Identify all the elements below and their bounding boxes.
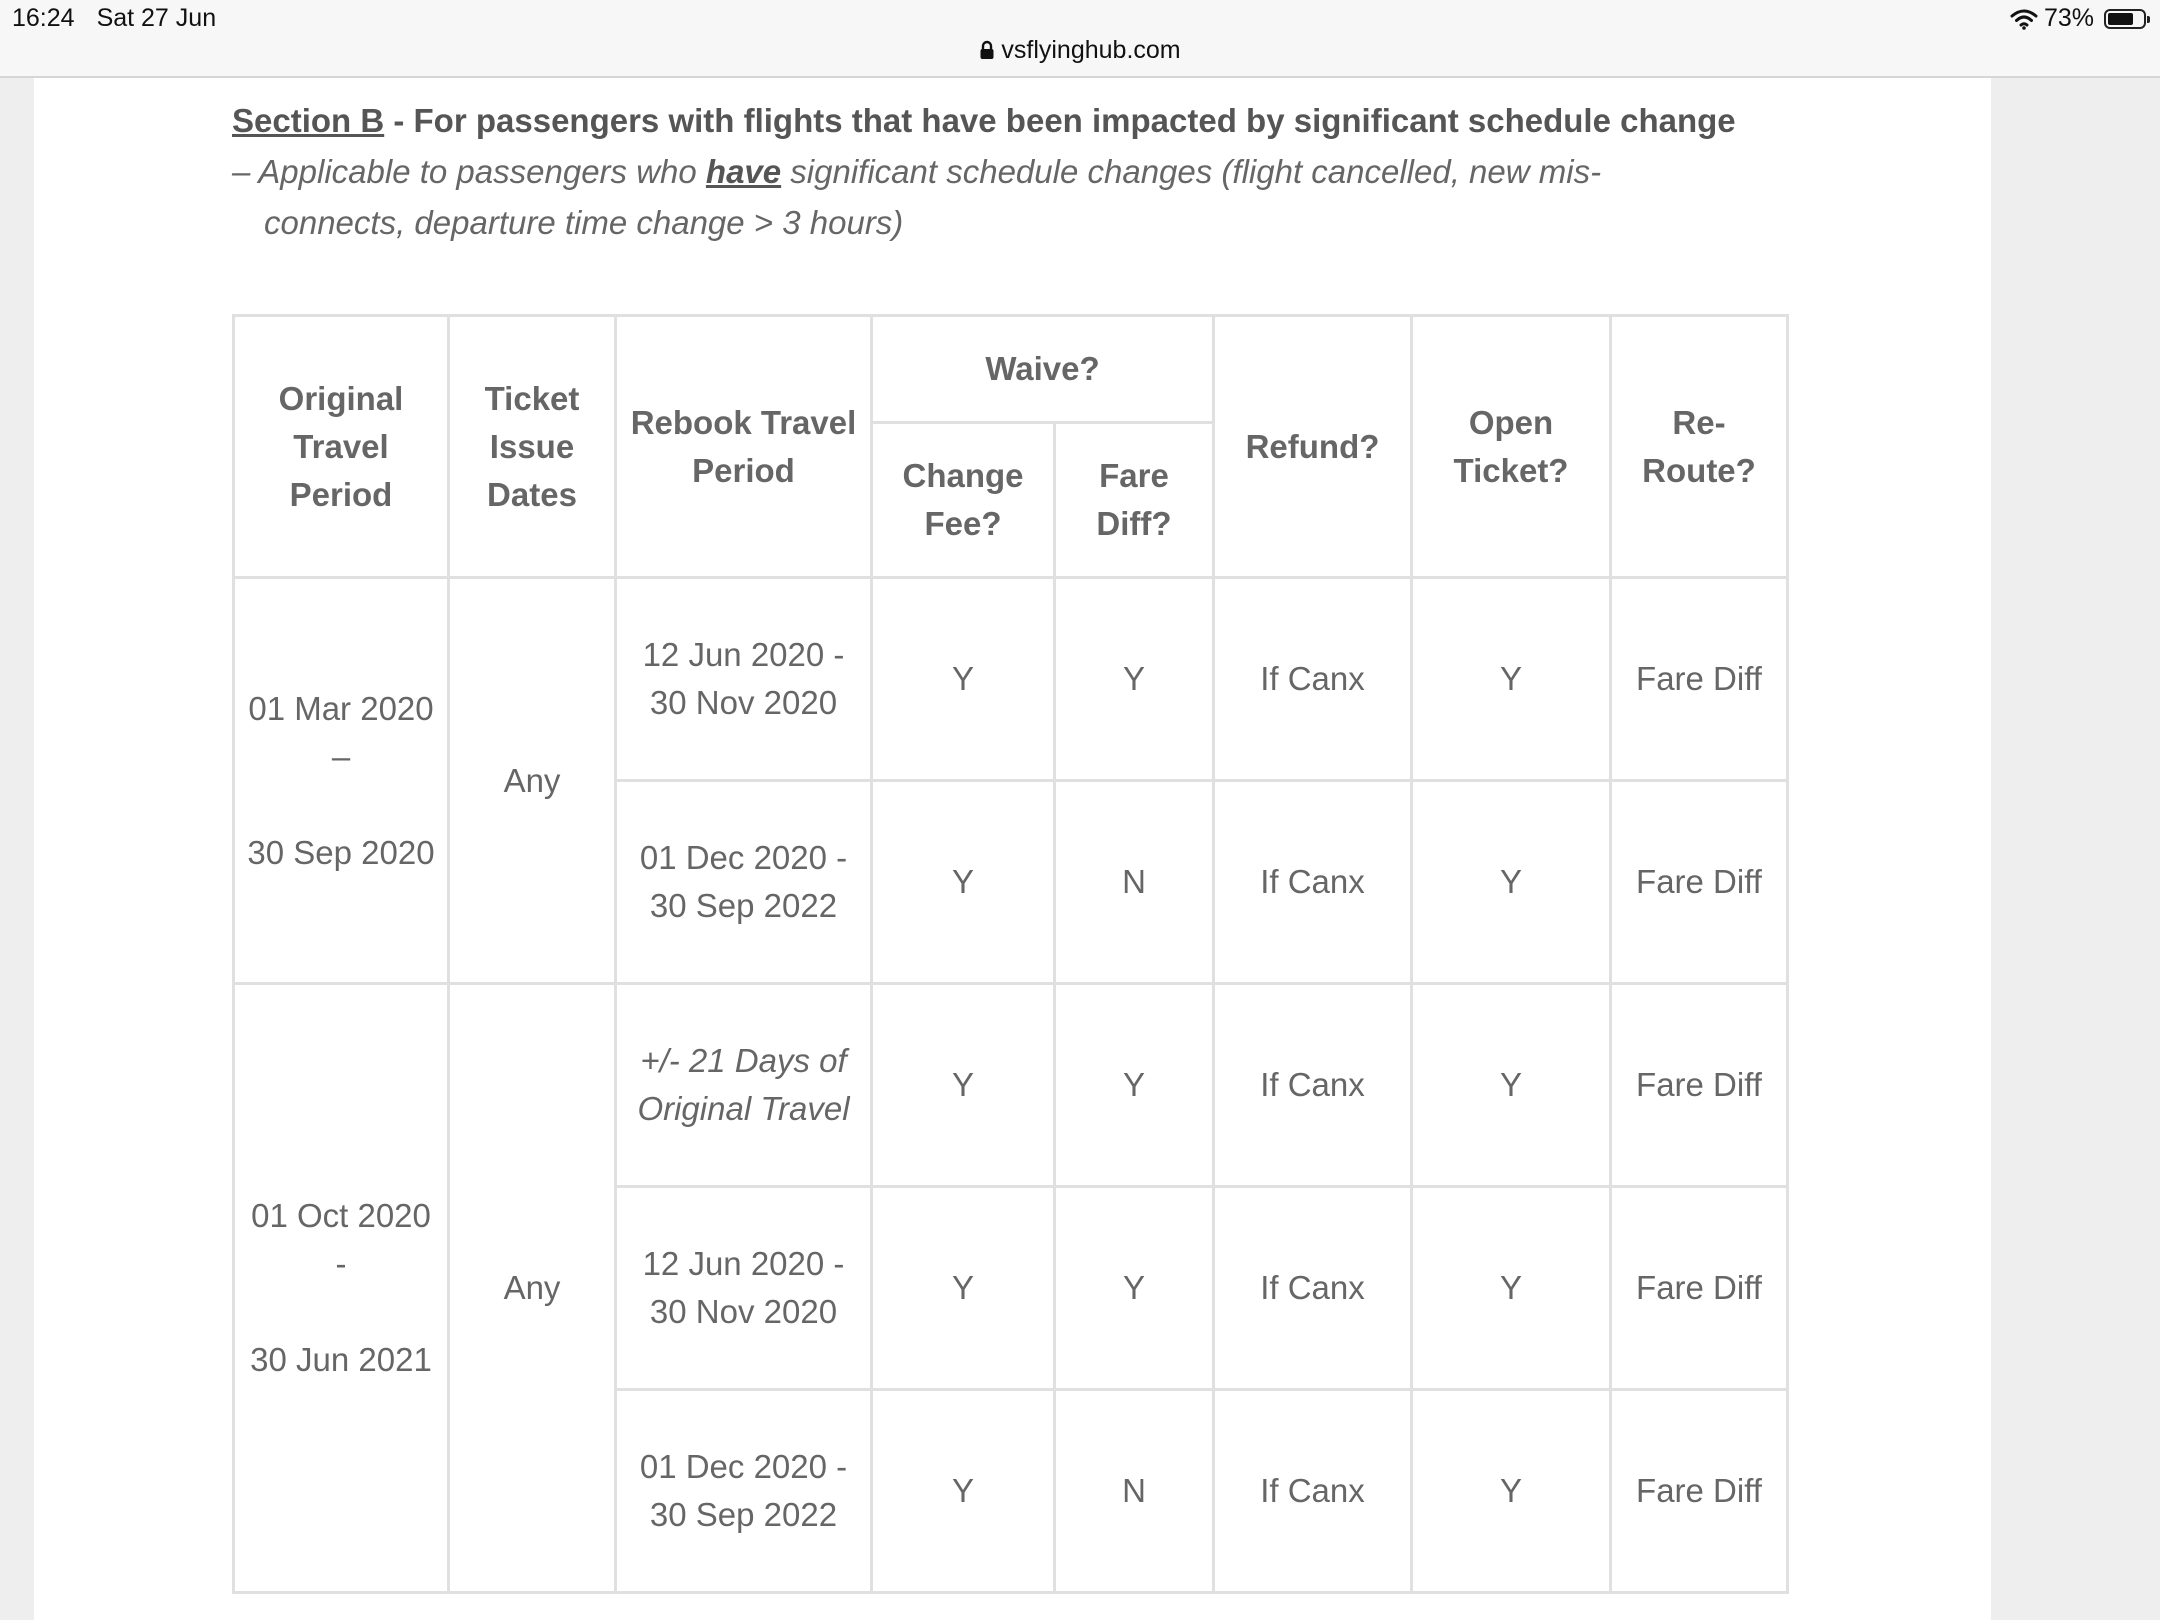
- open-ticket-cell: Y: [1412, 1187, 1611, 1390]
- fare-diff-cell: N: [1055, 1390, 1214, 1593]
- lock-icon: [979, 38, 995, 67]
- fare-diff-cell: N: [1055, 781, 1214, 984]
- original-period-end: 30 Sep 2020: [247, 833, 435, 871]
- battery-fill: [2108, 13, 2133, 25]
- original-travel-period-cell: [234, 984, 449, 1593]
- open-ticket-cell: Y: [1412, 781, 1611, 984]
- re-route-cell: Fare Diff: [1611, 781, 1788, 984]
- page-content: [34, 78, 1991, 1620]
- header-change-fee: Change Fee?: [872, 423, 1055, 578]
- open-ticket-cell: Y: [1412, 984, 1611, 1187]
- re-route-cell: Fare Diff: [1611, 578, 1788, 781]
- refund-cell: If Canx: [1214, 578, 1412, 781]
- table-row: [234, 984, 1788, 1187]
- re-route-cell: Fare Diff: [1611, 1390, 1788, 1593]
- header-open-ticket: Open Ticket?: [1412, 316, 1611, 578]
- original-period-start: 01 Mar 2020 –: [248, 689, 434, 775]
- fare-diff-cell: Y: [1055, 984, 1214, 1187]
- status-date: Sat 27 Jun: [96, 4, 217, 32]
- re-route-cell: Fare Diff: [1611, 1187, 1788, 1390]
- ticket-issue-dates-cell: Any: [449, 984, 616, 1593]
- original-period-start: 01 Oct 2020 -: [251, 1197, 431, 1282]
- open-ticket-cell: Y: [1412, 1390, 1611, 1593]
- header-fare-diff: Fare Diff?: [1055, 423, 1214, 578]
- original-travel-period-cell: [234, 578, 449, 984]
- rebook-travel-period-cell: +/- 21 Days of Original Travel: [616, 984, 872, 1187]
- header-rebook-travel-period: Rebook Travel Period: [616, 316, 872, 578]
- rebook-travel-period-cell: 01 Dec 2020 - 30 Sep 2022: [616, 781, 872, 984]
- subtext-after: significant schedule changes (flight cancelled, new mis-connects, departure time change > 3 hours): [264, 153, 1602, 241]
- change-fee-cell: Y: [872, 781, 1055, 984]
- rebook-travel-period-cell: 01 Dec 2020 - 30 Sep 2022: [616, 1390, 872, 1593]
- policy-table: [232, 314, 1789, 1594]
- refund-cell: If Canx: [1214, 984, 1412, 1187]
- change-fee-cell: Y: [872, 1187, 1055, 1390]
- refund-cell: If Canx: [1214, 1187, 1412, 1390]
- status-bar-right: [2010, 4, 2146, 33]
- original-period-end: 30 Jun 2021: [250, 1341, 432, 1378]
- refund-cell: If Canx: [1214, 781, 1412, 984]
- header-waive: Waive?: [872, 316, 1214, 423]
- status-time: 16:24: [12, 4, 75, 32]
- battery-percent: 73%: [2043, 4, 2094, 32]
- header-ticket-issue-dates: Ticket Issue Dates: [449, 316, 616, 578]
- subtext-emphasis: have: [705, 153, 782, 190]
- refund-cell: If Canx: [1214, 1390, 1412, 1593]
- header-re-route: Re-Route?: [1611, 316, 1788, 578]
- rebook-travel-period-cell: 12 Jun 2020 - 30 Nov 2020: [616, 578, 872, 781]
- header-original-travel-period: Original Travel Period: [234, 316, 449, 578]
- rebook-travel-period-cell: 12 Jun 2020 - 30 Nov 2020: [616, 1187, 872, 1390]
- address-url[interactable]: vsflyinghub.com: [1001, 36, 1181, 64]
- change-fee-cell: Y: [872, 984, 1055, 1187]
- change-fee-cell: Y: [872, 578, 1055, 781]
- fare-diff-cell: Y: [1055, 1187, 1214, 1390]
- battery-icon: [2104, 9, 2146, 29]
- fare-diff-cell: Y: [1055, 578, 1214, 781]
- table-row: [234, 578, 1788, 781]
- header-refund: Refund?: [1214, 316, 1412, 578]
- status-bar-left: [12, 4, 216, 33]
- address-bar[interactable]: [0, 36, 2160, 67]
- section-heading: [232, 96, 1872, 146]
- browser-top-bar: [0, 0, 2160, 78]
- wifi-icon: [2010, 8, 2038, 30]
- ticket-issue-dates-cell: Any: [449, 578, 616, 984]
- header-row: [234, 316, 1788, 423]
- section-title: - For passengers with flights that have been impacted by significant schedule change: [384, 102, 1736, 139]
- re-route-cell: Fare Diff: [1611, 984, 1788, 1187]
- subtext-before: – Applicable to passengers who: [232, 153, 706, 190]
- section-label: Section B: [232, 102, 385, 139]
- change-fee-cell: Y: [872, 1390, 1055, 1593]
- open-ticket-cell: Y: [1412, 578, 1611, 781]
- section-subtext: [232, 146, 1724, 248]
